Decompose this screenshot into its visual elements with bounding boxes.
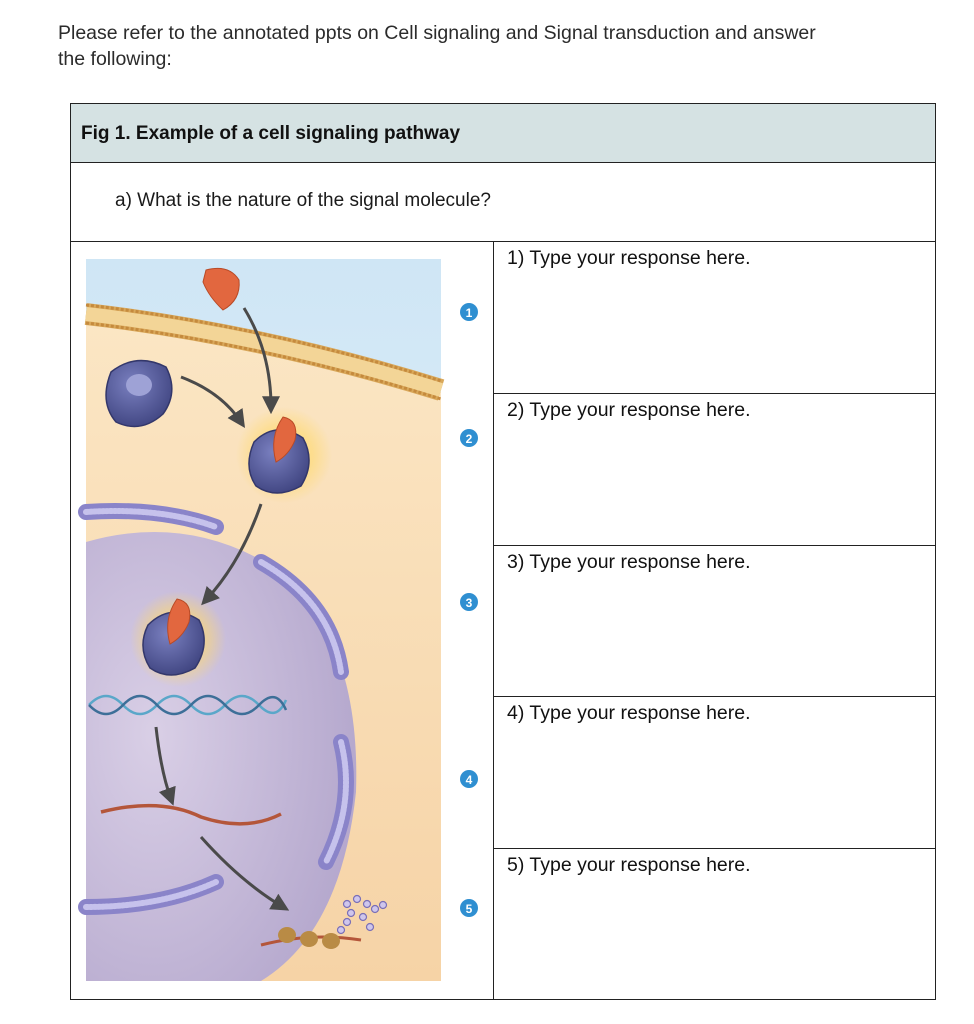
- answer-field-5[interactable]: [494, 849, 935, 1001]
- figure-cell: [71, 242, 494, 999]
- figure-title: Fig 1. Example of a cell signaling pathway: [81, 123, 461, 144]
- step-badges: [460, 303, 478, 917]
- step-badge-1: [460, 303, 478, 321]
- step-badge-3: [460, 593, 478, 611]
- svg-text:5: 5: [465, 902, 473, 916]
- answer-label-3: 3) Type your response here.: [507, 551, 751, 573]
- svg-text:4: 4: [465, 773, 473, 787]
- svg-text:1: 1: [465, 306, 473, 320]
- answer-field-2[interactable]: [494, 394, 935, 546]
- answer-label-1: 1) Type your response here.: [507, 247, 751, 269]
- step-badge-2: [460, 429, 478, 447]
- receptor-signal-complex: [236, 407, 332, 503]
- question-a: a) What is the nature of the signal molecule?: [115, 190, 491, 211]
- instructions-line-2: the following:: [58, 48, 172, 70]
- step-badge-4: [460, 770, 478, 788]
- question-row: [71, 163, 935, 242]
- answer-label-5: 5) Type your response here.: [507, 854, 751, 876]
- step-badge-5: [460, 899, 478, 917]
- answer-field-1[interactable]: [494, 242, 935, 394]
- answer-field-4[interactable]: [494, 697, 935, 849]
- cell-signaling-illustration: [71, 242, 492, 999]
- figure-header: [71, 104, 935, 163]
- nuclear-complex: [130, 591, 226, 687]
- worksheet-table: [70, 103, 936, 1000]
- instructions: [58, 20, 938, 72]
- instructions-line-1: Please refer to the annotated ppts on Cell signaling and Signal transduction and answer: [58, 22, 816, 44]
- answer-label-2: 2) Type your response here.: [507, 399, 751, 421]
- svg-text:2: 2: [465, 432, 473, 446]
- answer-column: [494, 242, 935, 999]
- answer-field-3[interactable]: [494, 546, 935, 697]
- answer-label-4: 4) Type your response here.: [507, 702, 751, 724]
- svg-text:3: 3: [465, 596, 473, 610]
